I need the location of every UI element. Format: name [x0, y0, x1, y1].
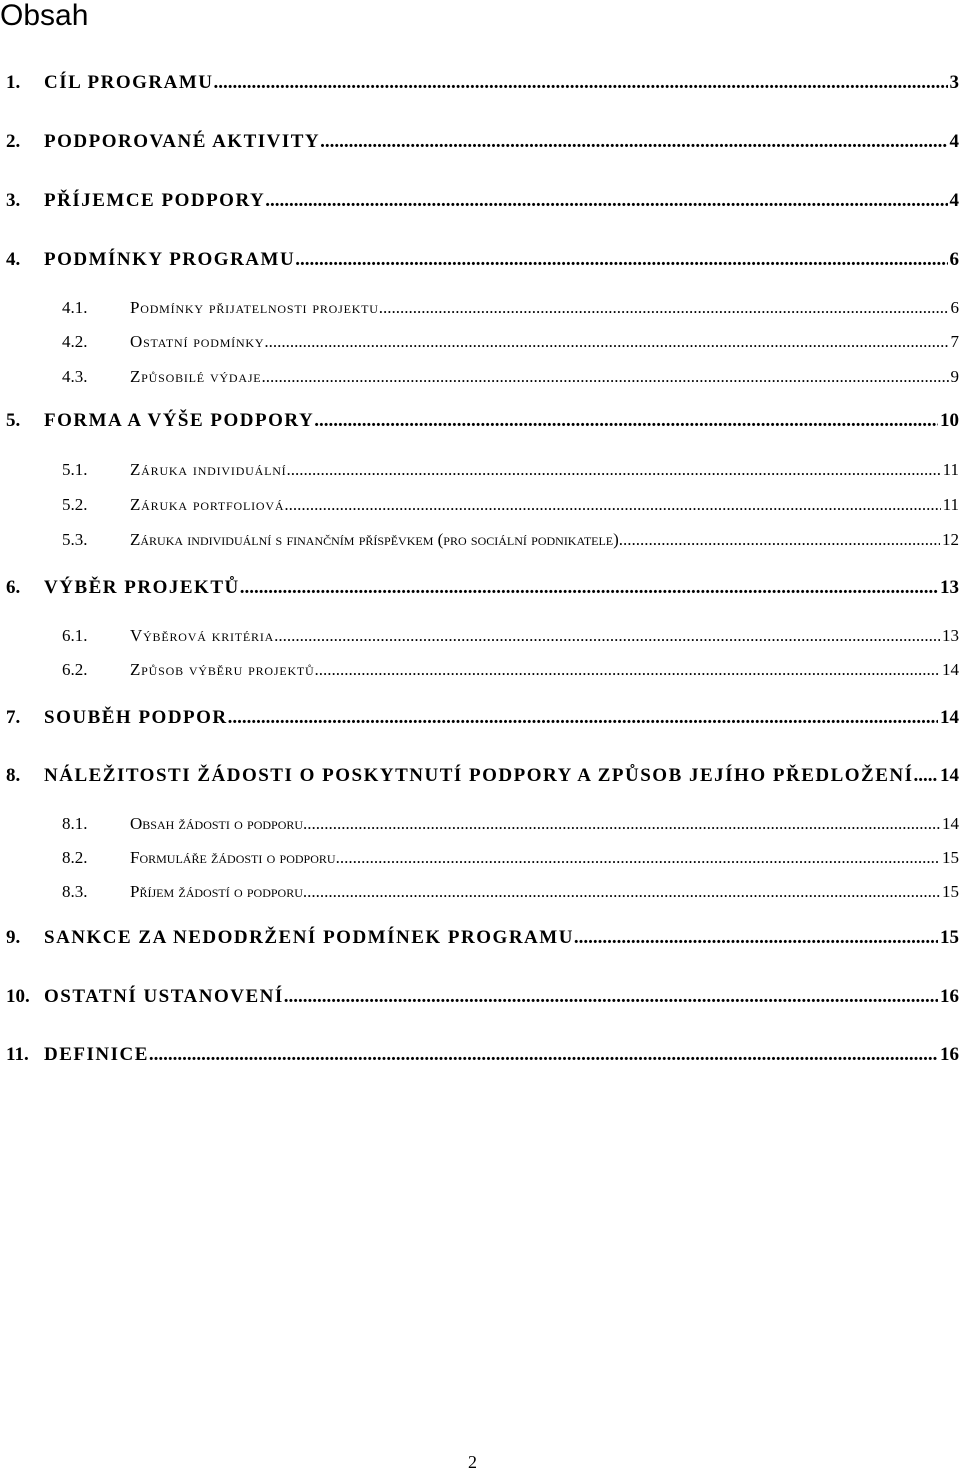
toc-dot-leader [379, 296, 949, 320]
toc-section-entry[interactable] [6, 922, 959, 950]
toc-dot-leader [320, 130, 947, 154]
toc-subsection-entry[interactable] [62, 292, 959, 320]
toc-entry-label: PODPOROVANÉ AKTIVITY [44, 131, 321, 152]
toc-dot-leader [213, 71, 947, 95]
toc-entry-label: FORMA A VÝŠE PODPORY [44, 410, 315, 431]
page-number: 2 [468, 1452, 477, 1472]
toc-entry-page: 15 [942, 848, 959, 867]
toc-entry-number: 7. [6, 707, 21, 728]
toc-subsection-entry[interactable] [62, 326, 959, 354]
toc-entry-number: 8.3. [62, 882, 88, 901]
toc-entry-label: SOUBĚH PODPOR [44, 707, 228, 728]
toc-dot-leader [284, 493, 940, 517]
toc-section-entry[interactable] [6, 760, 959, 788]
toc-entry-page: 11 [942, 495, 959, 514]
toc-section-entry[interactable] [6, 405, 959, 433]
toc-entry-label: PODMÍNKY PROGRAMU [44, 249, 296, 270]
toc-entry-number: 8.1. [62, 814, 88, 833]
toc-subsection-entry[interactable] [62, 842, 959, 870]
toc-dot-leader [240, 576, 938, 600]
toc-entry-label: Podmínky přijatelnosti projektu [130, 298, 379, 317]
toc-dot-leader [228, 706, 938, 730]
toc-entry-number: 2. [6, 131, 21, 152]
toc-entry-label: Výběrová kritéria [130, 626, 275, 645]
toc-entry-label: Formuláře žádosti o podporu [130, 848, 336, 867]
toc-subsection-entry[interactable] [62, 489, 959, 517]
toc-dot-leader [314, 409, 938, 433]
toc-section-entry[interactable] [6, 702, 959, 730]
toc-section-entry[interactable] [6, 67, 959, 95]
toc-subsection-entry[interactable] [62, 808, 959, 836]
toc-entry-number: 6.1. [62, 626, 88, 645]
toc-entry-number: 1. [6, 72, 21, 93]
toc-entry-number: 5. [6, 410, 21, 431]
toc-entry-number: 4. [6, 249, 21, 270]
toc-entry-page: 4 [949, 190, 959, 211]
toc-entry-number: 6. [6, 577, 21, 598]
toc-entry-label: NÁLEŽITOSTI ŽÁDOSTI O POSKYTNUTÍ PODPORY A ZPŮSOB JEJÍHO PŘEDLOŽENÍ [44, 765, 914, 786]
toc-entry-number: 5.3. [62, 530, 88, 549]
toc-dot-leader [149, 1043, 938, 1067]
toc-entry-page: 13 [940, 577, 959, 598]
toc-subsection-entry[interactable] [62, 654, 959, 682]
toc-entry-number: 8.2. [62, 848, 88, 867]
toc-entry-number: 4.3. [62, 367, 88, 386]
toc-entry-label: Způsob výběru projektů [130, 660, 315, 679]
toc-entry-page: 9 [950, 367, 959, 386]
toc-entry-page: 16 [940, 986, 959, 1007]
toc-entry-page: 12 [942, 530, 959, 549]
toc-entry-page: 4 [949, 131, 959, 152]
toc-subsection-entry[interactable] [62, 620, 959, 648]
toc-subsection-entry[interactable] [62, 361, 959, 389]
toc-dot-leader [286, 458, 940, 482]
toc-entry-label: SANKCE ZA NEDODRŽENÍ PODMÍNEK PROGRAMU [44, 927, 574, 948]
toc-entry-label: Záruka portfoliová [130, 495, 285, 514]
toc-entry-page: 14 [942, 814, 959, 833]
toc-section-entry[interactable] [6, 244, 959, 272]
toc-dot-leader [264, 330, 948, 354]
toc-entry-label: Záruka individuální [130, 460, 287, 479]
toc-subsection-entry[interactable] [62, 524, 959, 552]
toc-entry-number: 6.2. [62, 660, 88, 679]
toc-entry-page: 16 [940, 1044, 959, 1065]
toc-entry-page: 3 [949, 72, 959, 93]
toc-dot-leader [574, 926, 938, 950]
toc-entry-page: 6 [949, 249, 959, 270]
toc-entry-page: 11 [942, 460, 959, 479]
toc-entry-number: 5.2. [62, 495, 88, 514]
toc-title: Obsah [0, 0, 89, 32]
toc-subsection-entry[interactable] [62, 876, 959, 904]
toc-entry-number: 5.1. [62, 460, 88, 479]
toc-dot-leader [303, 880, 940, 904]
toc-dot-leader [619, 528, 940, 552]
toc-entry-label: Způsobilé výdaje [130, 367, 262, 386]
toc-section-entry[interactable] [6, 1039, 959, 1067]
toc-entry-label: Příjem žádostí o podporu [130, 882, 303, 901]
toc-entry-page: 10 [940, 410, 959, 431]
toc-entry-page: 14 [940, 765, 959, 786]
toc-entry-label: Ostatní podmínky [130, 332, 265, 351]
toc-entry-number: 4.1. [62, 298, 88, 317]
toc-entry-page: 14 [940, 707, 959, 728]
toc-dot-leader [274, 624, 940, 648]
toc-entry-label: PŘÍJEMCE PODPORY [44, 190, 266, 211]
toc-dot-leader [914, 764, 939, 788]
toc-entry-label: CÍL PROGRAMU [44, 72, 214, 93]
toc-entry-page: 7 [950, 332, 959, 351]
toc-dot-leader [265, 189, 947, 213]
toc-entry-label: VÝBĚR PROJEKTŮ [44, 577, 240, 598]
toc-section-entry[interactable] [6, 185, 959, 213]
toc-entry-page: 6 [950, 298, 959, 317]
toc-entry-label: Záruka individuální s finančním příspěvkem (pro sociální podnikatele) [130, 530, 619, 549]
toc-section-entry[interactable] [6, 572, 959, 600]
toc-entry-label: Obsah žádosti o podporu [130, 814, 304, 833]
toc-entry-number: 11. [6, 1044, 29, 1065]
toc-entry-label: OSTATNÍ USTANOVENÍ [44, 986, 284, 1007]
toc-entry-number: 8. [6, 765, 21, 786]
toc-dot-leader [295, 248, 947, 272]
toc-subsection-entry[interactable] [62, 454, 959, 482]
toc-dot-leader [336, 846, 940, 870]
toc-section-entry[interactable] [6, 981, 959, 1009]
toc-entry-label: DEFINICE [44, 1044, 149, 1065]
toc-dot-leader [261, 365, 948, 389]
toc-entry-page: 15 [940, 927, 959, 948]
toc-entry-page: 13 [942, 626, 959, 645]
toc-entry-number: 4.2. [62, 332, 88, 351]
toc-dot-leader [284, 985, 938, 1009]
toc-section-entry[interactable] [6, 126, 959, 154]
toc-entry-page: 14 [942, 660, 959, 679]
toc-entry-number: 10. [6, 986, 30, 1007]
toc-dot-leader [303, 812, 940, 836]
toc-dot-leader [315, 658, 940, 682]
toc-entry-page: 15 [942, 882, 959, 901]
toc-entry-number: 9. [6, 927, 21, 948]
toc-entry-number: 3. [6, 190, 21, 211]
